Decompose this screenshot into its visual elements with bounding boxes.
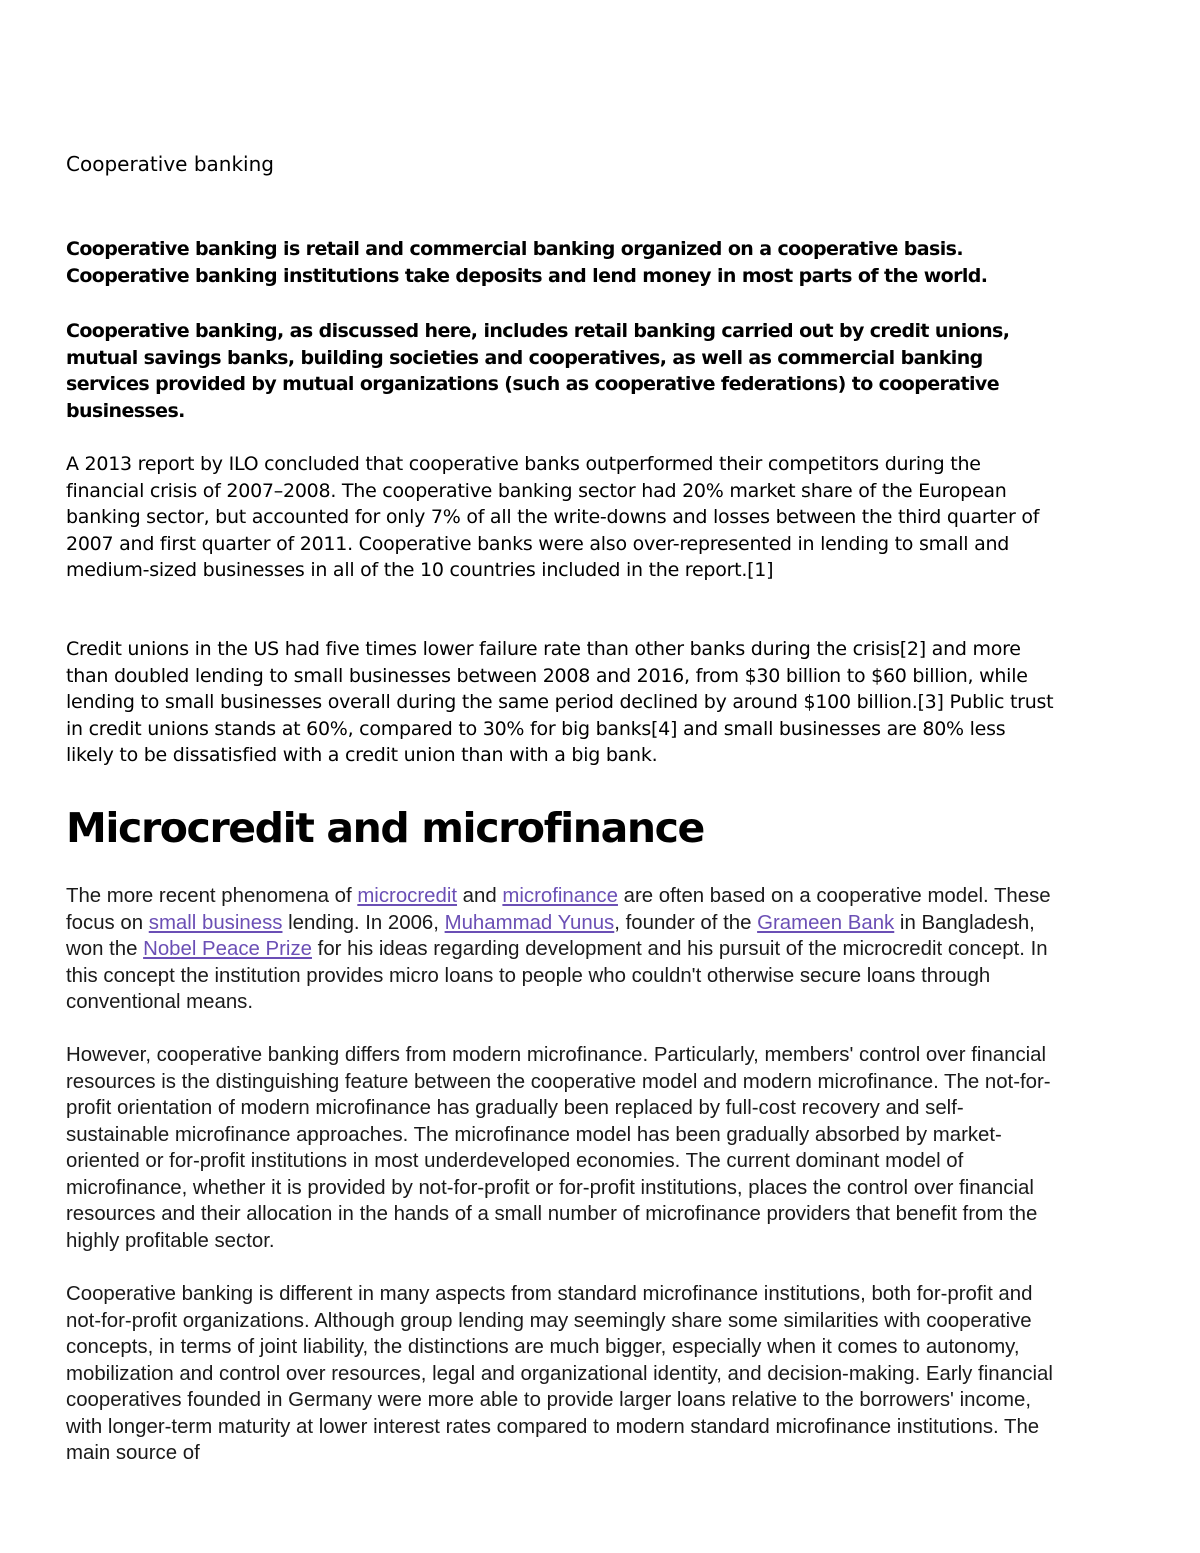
link-microcredit[interactable]: microcredit bbox=[357, 885, 458, 907]
text-run: in Bangladesh, won the bbox=[66, 911, 1035, 960]
text-run: The more recent phenomena of bbox=[66, 885, 358, 907]
text-run: lending. In 2006, bbox=[282, 911, 445, 934]
text-run: are often based on a cooperative model. These focus on bbox=[66, 885, 1051, 934]
link-muhammad-yunus[interactable]: Muhammad Yunus bbox=[444, 911, 615, 934]
text-run: , founder of the bbox=[614, 911, 758, 934]
text-run: and bbox=[457, 885, 503, 907]
link-grameen-bank[interactable]: Grameen Bank bbox=[757, 911, 895, 934]
link-small-business[interactable]: small business bbox=[148, 911, 283, 934]
ilo-report-paragraph: A 2013 report by ILO concluded that cooperative banks outperformed their competitors during the financial crisis of 2007–2008. The cooperative banking sector had 20% market share of the European banking sector, but accounted for only 7% of all the write-downs and losses between the third quarter of 2007 and first quarter of 2011. Cooperative banks were also over-represented in lending to small and medium-sized businesses in all of the 10 countries included in the report.[1] bbox=[66, 453, 1040, 581]
link-microfinance[interactable]: microfinance bbox=[502, 885, 618, 907]
credit-unions-paragraph: Credit unions in the US had five times lower failure rate than other banks during the crisis[2] and more than doubled lending to small businesses between 2008 and 2016, from $30 billion to $60 billion, while lending to small businesses overall during the same period declined by around $100 billion.[3] Public trust in credit unions stands at 60%, compared to 30% for big banks[4] and small businesses are 80% less likely to be dissatisfied with a credit union than with a big bank. bbox=[66, 638, 1054, 766]
text-run: for his ideas regarding development and his pursuit of the microcredit concept. In this concept the institution provides micro loans to people who couldn't otherwise secure loans through conventional means. bbox=[66, 938, 1048, 1013]
microcredit-paragraph-1 bbox=[66, 883, 1056, 1016]
microcredit-paragraph-3: Cooperative banking is different in many aspects from standard microfinance institutions, both for-profit and not-for-profit organizations. Although group lending may seemingly share some similarities with cooperative concepts, in terms of joint liability, the distinctions are much bigger, especially when it comes to autonomy, mobilization and control over resources, legal and organizational identity, and decision-making. Early financial cooperatives founded in Germany were more able to provide larger loans relative to the borrowers' income, with longer-term maturity at lower interest rates compared to modern standard microfinance institutions. The main source of bbox=[66, 1283, 1053, 1464]
link-nobel-peace-prize[interactable]: Nobel Peace Prize bbox=[143, 938, 312, 960]
microcredit-paragraph-2: However, cooperative banking differs from modern microfinance. Particularly, members' control over financial resources is the distinguishing feature between the cooperative model and modern microfinance. The not-for-profit orientation of modern microfinance has gradually been replaced by full-cost recovery and self-sustainable microfinance approaches. The microfinance model has been gradually absorbed by market-oriented or for-profit institutions in most underdeveloped economies. The current dominant model of microfinance, whether it is provided by not-for-profit or for-profit institutions, places the control over financial resources and their allocation in the hands of a small number of microfinance providers that benefit from the highly profitable sector. bbox=[66, 1044, 1051, 1252]
document-title: Cooperative banking bbox=[66, 152, 274, 176]
intro-paragraph-2: Cooperative banking, as discussed here, includes retail banking carried out by credit unions, mutual savings banks, building societies and cooperatives, as well as commercial banking services provided by mutual organizations (such as cooperative federations) to cooperative businesses. bbox=[66, 320, 1010, 422]
intro-paragraph-1: Cooperative banking is retail and commercial banking organized on a cooperative basis. Cooperative banking institutions take deposits and lend money in most parts of the world. bbox=[66, 238, 988, 287]
section-heading-microcredit: Microcredit and microfinance bbox=[66, 804, 704, 852]
